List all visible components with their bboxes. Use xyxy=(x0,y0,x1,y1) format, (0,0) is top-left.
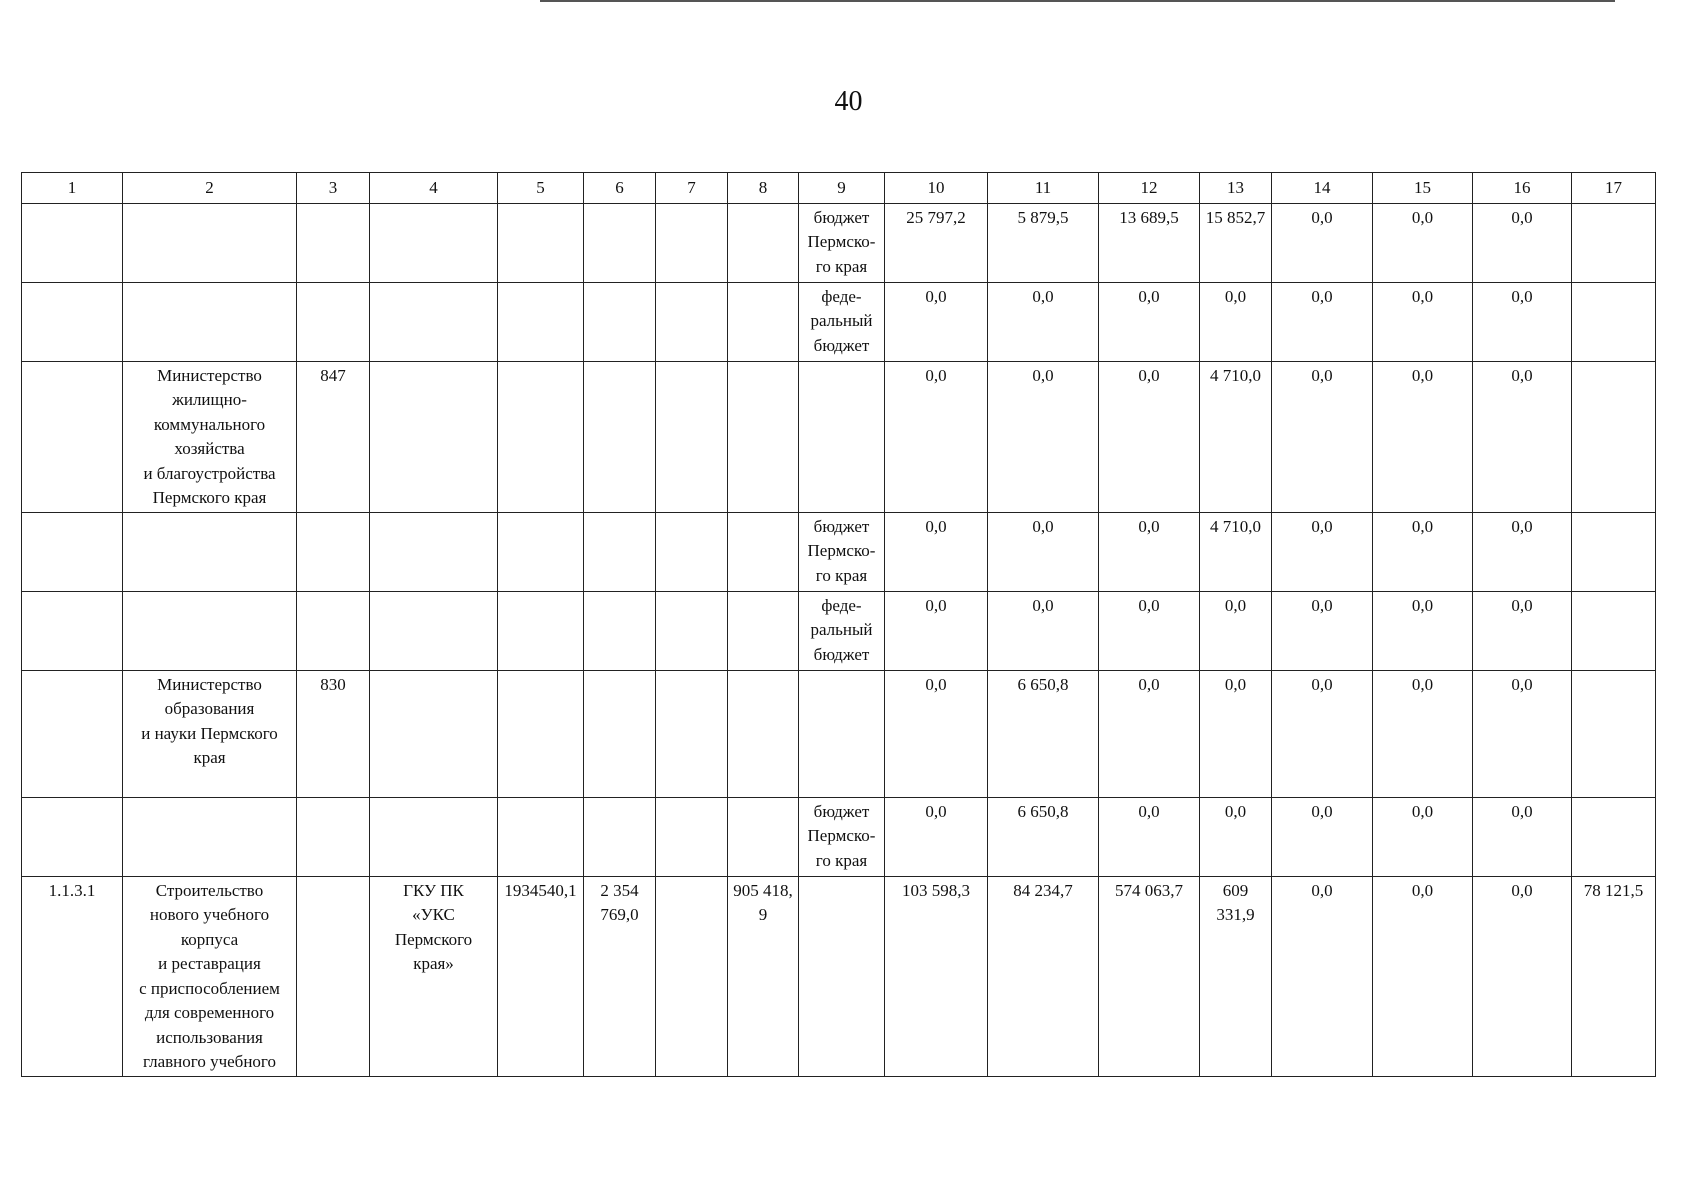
column-number-row xyxy=(22,173,1656,204)
cell-name xyxy=(123,282,297,361)
cell-col13: 609 331,9 xyxy=(1200,876,1272,1076)
cell-col6 xyxy=(584,361,656,512)
cell-name: Министерство жилищно- коммунального хозяйства и благоустройства Пермского края xyxy=(123,361,297,512)
cell-num xyxy=(22,797,123,876)
cell-col16: 0,0 xyxy=(1473,591,1572,670)
cell-col13: 15 852,7 xyxy=(1200,203,1272,282)
cell-num xyxy=(22,670,123,797)
cell-col11: 0,0 xyxy=(988,361,1099,512)
cell-num xyxy=(22,203,123,282)
cell-num: 1.1.3.1 xyxy=(22,876,123,1076)
cell-col8 xyxy=(728,591,799,670)
header-cell: 5 xyxy=(498,173,584,204)
table-row xyxy=(22,512,1656,591)
cell-col16: 0,0 xyxy=(1473,203,1572,282)
cell-col16: 0,0 xyxy=(1473,797,1572,876)
cell-source xyxy=(799,670,885,797)
cell-executor xyxy=(370,670,498,797)
cell-col11: 0,0 xyxy=(988,512,1099,591)
cell-col6 xyxy=(584,203,656,282)
cell-col11: 0,0 xyxy=(988,282,1099,361)
cell-col14: 0,0 xyxy=(1272,670,1373,797)
cell-col10: 0,0 xyxy=(885,282,988,361)
cell-source xyxy=(799,876,885,1076)
cell-col12: 13 689,5 xyxy=(1099,203,1200,282)
cell-col17: 78 121,5 xyxy=(1572,876,1656,1076)
cell-executor xyxy=(370,203,498,282)
cell-col17 xyxy=(1572,591,1656,670)
cell-col5 xyxy=(498,361,584,512)
cell-col13: 4 710,0 xyxy=(1200,361,1272,512)
cell-col7 xyxy=(656,282,728,361)
cell-name: Министерство образования и науки Пермского края xyxy=(123,670,297,797)
cell-col8 xyxy=(728,670,799,797)
cell-col17 xyxy=(1572,203,1656,282)
cell-col13: 0,0 xyxy=(1200,282,1272,361)
cell-executor xyxy=(370,797,498,876)
cell-col7 xyxy=(656,203,728,282)
cell-col13: 0,0 xyxy=(1200,591,1272,670)
cell-col6 xyxy=(584,670,656,797)
cell-source: бюджет Пермско- го края xyxy=(799,512,885,591)
table-row xyxy=(22,876,1656,1076)
cell-col13: 0,0 xyxy=(1200,670,1272,797)
cell-executor xyxy=(370,282,498,361)
cell-col8 xyxy=(728,203,799,282)
cell-code: 830 xyxy=(297,670,370,797)
cell-code xyxy=(297,876,370,1076)
table-row xyxy=(22,203,1656,282)
cell-col12: 0,0 xyxy=(1099,282,1200,361)
header-cell: 2 xyxy=(123,173,297,204)
cell-col12: 0,0 xyxy=(1099,591,1200,670)
cell-col10: 0,0 xyxy=(885,361,988,512)
header-cell: 1 xyxy=(22,173,123,204)
cell-source: бюджет Пермско- го края xyxy=(799,203,885,282)
cell-col12: 0,0 xyxy=(1099,797,1200,876)
cell-col14: 0,0 xyxy=(1272,876,1373,1076)
cell-col15: 0,0 xyxy=(1373,361,1473,512)
cell-name xyxy=(123,797,297,876)
cell-col5 xyxy=(498,203,584,282)
cell-col6 xyxy=(584,797,656,876)
cell-col16: 0,0 xyxy=(1473,670,1572,797)
cell-col15: 0,0 xyxy=(1373,670,1473,797)
cell-col15: 0,0 xyxy=(1373,591,1473,670)
cell-source: феде- ральный бюджет xyxy=(799,591,885,670)
header-cell: 3 xyxy=(297,173,370,204)
header-cell: 17 xyxy=(1572,173,1656,204)
cell-col15: 0,0 xyxy=(1373,797,1473,876)
cell-num xyxy=(22,512,123,591)
header-cell: 11 xyxy=(988,173,1099,204)
cell-col7 xyxy=(656,797,728,876)
cell-col5 xyxy=(498,512,584,591)
cell-col10: 0,0 xyxy=(885,670,988,797)
cell-col5: 1934540,1 xyxy=(498,876,584,1076)
cell-col16: 0,0 xyxy=(1473,361,1572,512)
cell-code: 847 xyxy=(297,361,370,512)
table-row xyxy=(22,282,1656,361)
cell-code xyxy=(297,282,370,361)
header-cell: 16 xyxy=(1473,173,1572,204)
cell-col11: 5 879,5 xyxy=(988,203,1099,282)
cell-name xyxy=(123,203,297,282)
budget-table xyxy=(21,172,1656,1077)
header-cell: 15 xyxy=(1373,173,1473,204)
table-row xyxy=(22,361,1656,512)
cell-col11: 84 234,7 xyxy=(988,876,1099,1076)
cell-name: Строительство нового учебного корпуса и реставрация с приспособлением для современного использования главного учебного xyxy=(123,876,297,1076)
cell-col14: 0,0 xyxy=(1272,797,1373,876)
table-row xyxy=(22,797,1656,876)
header-cell: 6 xyxy=(584,173,656,204)
cell-col17 xyxy=(1572,797,1656,876)
cell-col14: 0,0 xyxy=(1272,203,1373,282)
header-cell: 10 xyxy=(885,173,988,204)
cell-col12: 0,0 xyxy=(1099,361,1200,512)
cell-col12: 0,0 xyxy=(1099,512,1200,591)
cell-col10: 25 797,2 xyxy=(885,203,988,282)
cell-col15: 0,0 xyxy=(1373,282,1473,361)
top-rule xyxy=(540,0,1615,2)
cell-col15: 0,0 xyxy=(1373,876,1473,1076)
cell-code xyxy=(297,203,370,282)
cell-col15: 0,0 xyxy=(1373,512,1473,591)
cell-col14: 0,0 xyxy=(1272,512,1373,591)
cell-executor: ГКУ ПК «УКС Пермского края» xyxy=(370,876,498,1076)
cell-col10: 0,0 xyxy=(885,512,988,591)
header-cell: 7 xyxy=(656,173,728,204)
cell-col16: 0,0 xyxy=(1473,282,1572,361)
header-cell: 4 xyxy=(370,173,498,204)
cell-col8: 905 418, 9 xyxy=(728,876,799,1076)
cell-col10: 0,0 xyxy=(885,591,988,670)
cell-col12: 0,0 xyxy=(1099,670,1200,797)
cell-source: бюджет Пермско- го края xyxy=(799,797,885,876)
cell-col11: 6 650,8 xyxy=(988,670,1099,797)
cell-col13: 0,0 xyxy=(1200,797,1272,876)
table-row xyxy=(22,670,1656,797)
page-number: 40 xyxy=(834,86,863,117)
cell-executor xyxy=(370,512,498,591)
cell-name xyxy=(123,512,297,591)
cell-num xyxy=(22,361,123,512)
cell-col14: 0,0 xyxy=(1272,282,1373,361)
cell-num xyxy=(22,591,123,670)
cell-col8 xyxy=(728,282,799,361)
cell-col12: 574 063,7 xyxy=(1099,876,1200,1076)
cell-col5 xyxy=(498,282,584,361)
cell-code xyxy=(297,797,370,876)
cell-col14: 0,0 xyxy=(1272,591,1373,670)
cell-code xyxy=(297,591,370,670)
cell-col17 xyxy=(1572,282,1656,361)
cell-col13: 4 710,0 xyxy=(1200,512,1272,591)
header-cell: 14 xyxy=(1272,173,1373,204)
cell-col6 xyxy=(584,512,656,591)
cell-col5 xyxy=(498,591,584,670)
cell-col10: 103 598,3 xyxy=(885,876,988,1076)
cell-source xyxy=(799,361,885,512)
cell-col14: 0,0 xyxy=(1272,361,1373,512)
cell-col11: 6 650,8 xyxy=(988,797,1099,876)
cell-col17 xyxy=(1572,670,1656,797)
cell-col7 xyxy=(656,512,728,591)
cell-col6 xyxy=(584,591,656,670)
cell-col6 xyxy=(584,282,656,361)
cell-col5 xyxy=(498,797,584,876)
header-cell: 9 xyxy=(799,173,885,204)
cell-col7 xyxy=(656,591,728,670)
cell-num xyxy=(22,282,123,361)
cell-source: феде- ральный бюджет xyxy=(799,282,885,361)
cell-col15: 0,0 xyxy=(1373,203,1473,282)
table-row xyxy=(22,591,1656,670)
cell-col8 xyxy=(728,361,799,512)
header-cell: 13 xyxy=(1200,173,1272,204)
cell-col16: 0,0 xyxy=(1473,876,1572,1076)
cell-code xyxy=(297,512,370,591)
cell-col7 xyxy=(656,876,728,1076)
cell-col6: 2 354 769,0 xyxy=(584,876,656,1076)
cell-col5 xyxy=(498,670,584,797)
cell-col8 xyxy=(728,797,799,876)
cell-col8 xyxy=(728,512,799,591)
cell-col17 xyxy=(1572,361,1656,512)
cell-col11: 0,0 xyxy=(988,591,1099,670)
cell-col10: 0,0 xyxy=(885,797,988,876)
cell-col7 xyxy=(656,361,728,512)
cell-executor xyxy=(370,591,498,670)
header-cell: 12 xyxy=(1099,173,1200,204)
cell-executor xyxy=(370,361,498,512)
header-cell: 8 xyxy=(728,173,799,204)
cell-col16: 0,0 xyxy=(1473,512,1572,591)
cell-col7 xyxy=(656,670,728,797)
cell-name xyxy=(123,591,297,670)
cell-col17 xyxy=(1572,512,1656,591)
